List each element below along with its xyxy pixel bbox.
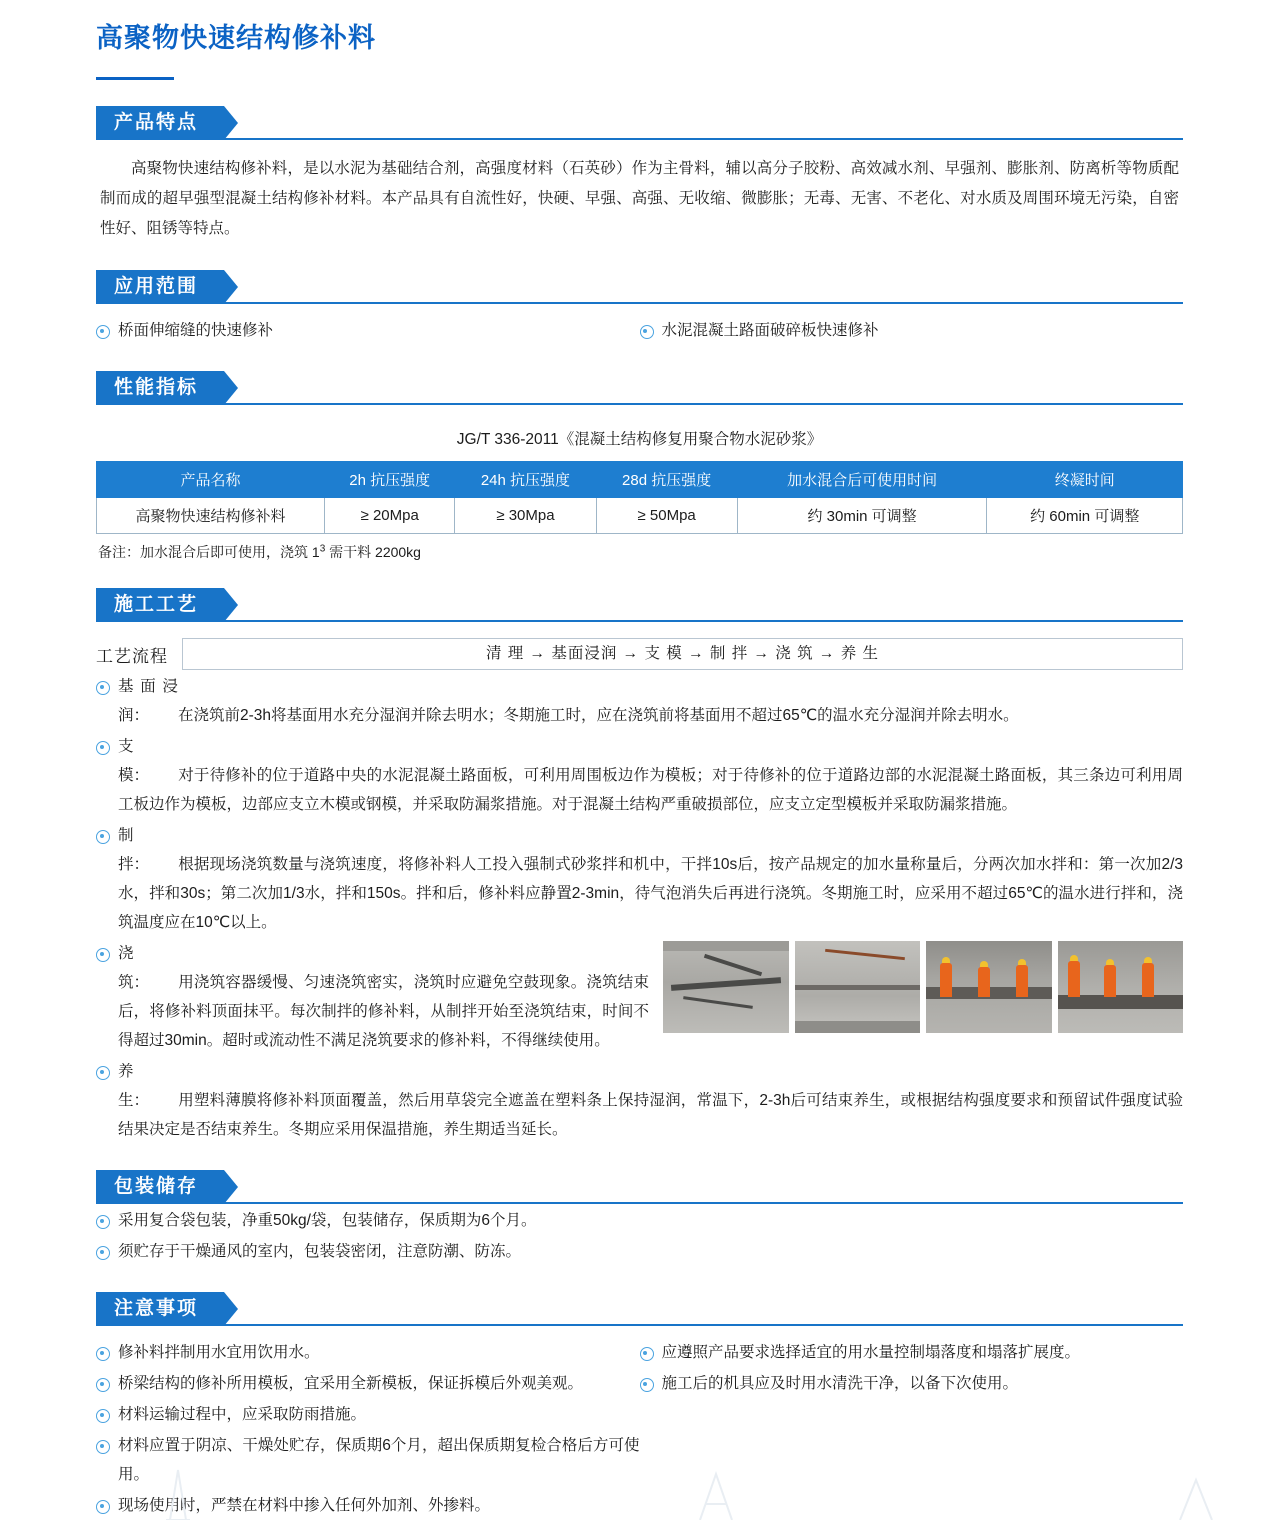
table-cell: ≥ 30Mpa: [455, 498, 596, 534]
cautions-list: [96, 1336, 1183, 1520]
table-note-superscript: 3: [319, 543, 326, 555]
bullet-dot-icon: [96, 741, 110, 755]
process-step-text: [118, 732, 1183, 819]
section-header-application: [96, 270, 1183, 304]
process-step-label: 支 模：: [118, 738, 165, 784]
section-header-performance: [96, 371, 1183, 405]
table-note-suffix: 需干料 2200kg: [325, 544, 421, 560]
section-title-process: 施工工艺: [96, 588, 224, 622]
cautions-left-column: [96, 1336, 640, 1520]
list-item: [640, 316, 1184, 345]
bullet-dot-icon: [96, 1500, 110, 1514]
table-header-cell: 终凝时间: [987, 462, 1183, 498]
section-title-application: 应用范围: [96, 270, 224, 304]
table-note: [98, 542, 1183, 562]
road-crack-photo: [663, 941, 789, 1033]
table-row: [97, 498, 1183, 534]
list-item-label: 材料应置于阴凉、干燥处贮存，保质期6个月，超出保质期复检合格后方可使用。: [118, 1437, 640, 1483]
bullet-dot-icon: [96, 325, 110, 339]
bullet-dot-icon: [96, 1215, 110, 1229]
list-item-label: 现场使用时，严禁在材料中掺入任何外加剂、外掺料。: [118, 1497, 491, 1514]
bullet-dot-icon: [640, 325, 654, 339]
title-underline: [96, 77, 174, 80]
process-step-text: [118, 672, 1183, 730]
process-step-label: 养 生：: [118, 1063, 165, 1109]
process-flow-steps: 清 理 → 基面浸润 → 支 模 → 制 拌 → 浇 筑 → 养 生: [182, 638, 1183, 670]
bullet-dot-icon: [96, 1409, 110, 1423]
process-step-body: 对于待修补的位于道路中央的水泥混凝土路面板，可利用周围板边作为模板；对于待修补的位于道路边部的水泥混凝土路面板，其三条边可利用周工板边作为模板，边部应支立木模或钢模，并采取防漏浆措施。对于混凝土结构严重破损部位，应支立定型模板并采取防漏浆措施。: [118, 767, 1183, 813]
list-item-label: 桥面伸缩缝的快速修补: [118, 322, 274, 339]
list-item-label: 应遵照产品要求选择适宜的用水量控制塌落度和塌落扩展度。: [661, 1344, 1081, 1361]
table-header-cell: 产品名称: [97, 462, 325, 498]
list-item-label: 采用复合袋包装，净重50kg/袋，包装储存，保质期为6个月。: [118, 1212, 537, 1229]
performance-table: [96, 461, 1183, 534]
table-cell: ≥ 50Mpa: [596, 498, 737, 534]
process-step: [96, 672, 1183, 730]
table-cell: ≥ 20Mpa: [325, 498, 455, 534]
section-rule: [96, 1324, 1183, 1326]
table-header-cell: 加水混合后可使用时间: [737, 462, 987, 498]
list-item-label: 水泥混凝土路面破碎板快速修补: [661, 322, 879, 339]
bullet-dot-icon: [96, 1440, 110, 1454]
section-title-cautions: 注意事项: [96, 1292, 224, 1326]
section-rule: [96, 1202, 1183, 1204]
list-item: [640, 1369, 1184, 1398]
bullet-dot-icon: [640, 1378, 654, 1392]
list-item-label: 修补料拌制用水宜用饮用水。: [118, 1344, 320, 1361]
bullet-dot-icon: [96, 1347, 110, 1361]
process-flow-label: 工艺流程: [96, 646, 168, 666]
table-cell: 约 30min 可调整: [737, 498, 987, 534]
application-list: [96, 314, 1183, 345]
section-header-features: [96, 106, 1183, 140]
process-step: [96, 732, 1183, 819]
bullet-dot-icon: [640, 1347, 654, 1361]
list-item: [96, 1400, 640, 1429]
cautions-right-column: [640, 1336, 1184, 1520]
process-step-text: [118, 1057, 1183, 1144]
process-step-body: 根据现场浇筑数量与浇筑速度，将修补料人工投入强制式砂浆拌和机中，干拌10s后，按产品规定的加水量称量后，分两次加水拌和：第一次加2/3水，拌和30s；第二次加1/3水，拌和150s。拌和后，修补料应静置2-3min，待气泡消失后再进行浇筑。冬期施工时，应采用不超过65℃的温水进行拌和，浇筑温度应在10℃以上。: [118, 856, 1183, 931]
features-body: 高聚物快速结构修补料，是以水泥为基础结合剂，高强度材料（石英砂）作为主骨料，辅以高分子胶粉、高效减水剂、早强剂、膨胀剂、防离析等物质配制而成的超早强型混凝土结构修补材料。本产品具有自流性好，快硬、早强、高强、无收缩、微膨胀；无毒、无害、不老化、对水质及周围环境无污染，自密性好、阻锈等特点。: [100, 160, 1179, 237]
section-header-cautions: [96, 1292, 1183, 1326]
section-header-packaging: [96, 1170, 1183, 1204]
process-step-body: 在浇筑前2-3h将基面用水充分湿润并除去明水；冬期施工时，应在浇筑前将基面用不超过65℃的温水充分湿润并除去明水。: [178, 707, 1019, 724]
bullet-dot-icon: [96, 681, 110, 695]
process-step-text: [118, 939, 649, 1055]
section-title-features: 产品特点: [96, 106, 224, 140]
bullet-dot-icon: [96, 1378, 110, 1392]
list-item: [96, 1338, 640, 1367]
list-item-label: 须贮存于干燥通风的室内，包装袋密闭，注意防潮、防冻。: [118, 1243, 522, 1260]
table-header-cell: 24h 抗压强度: [455, 462, 596, 498]
list-item-label: 桥梁结构的修补所用模板，宜采用全新模板，保证拆模后外观美观。: [118, 1375, 584, 1392]
process-step-body: 用塑料薄膜将修补料顶面覆盖，然后用草袋完全遮盖在塑料条上保持湿润，常温下，2-3h后可结束养生，或根据结构强度要求和预留试件强度试验结果决定是否结束养生。冬期应采用保温措施，养生期适当延长。: [118, 1092, 1183, 1138]
workers-paving-photo: [926, 941, 1052, 1033]
list-item: [96, 1206, 1183, 1235]
list-item: [96, 1491, 640, 1520]
section-rule: [96, 138, 1183, 140]
process-flow: [96, 638, 1183, 670]
section-rule: [96, 620, 1183, 622]
section-rule: [96, 403, 1183, 405]
section-title-packaging: 包装储存: [96, 1170, 224, 1204]
process-step: [96, 1057, 1183, 1144]
table-header-cell: 2h 抗压强度: [325, 462, 455, 498]
table-header-row: [97, 462, 1183, 498]
section-rule: [96, 302, 1183, 304]
list-item-label: 施工后的机具应及时用水清洗干净，以备下次使用。: [661, 1375, 1019, 1392]
section-title-performance: 性能指标: [96, 371, 224, 405]
list-item-label: 材料运输过程中，应采取防雨措施。: [118, 1406, 367, 1423]
list-item: [96, 316, 640, 345]
list-item: [640, 1338, 1184, 1367]
list-item: [96, 1369, 640, 1398]
list-item: [96, 1431, 640, 1489]
standard-reference: JG/T 336-2011《混凝土结构修复用聚合物水泥砂浆》: [456, 431, 823, 448]
process-step-body: 用浇筑容器缓慢、匀速浇筑密实，浇筑时应避免空鼓现象。浇筑结束后，将修补料顶面抹平。每次制拌的修补料，从制拌开始至浇筑结束，时间不得超过30min。超时或流动性不满足浇筑要求的修补料，不得继续使用。: [118, 974, 649, 1049]
table-cell: 高聚物快速结构修补料: [97, 498, 325, 534]
process-step-text: [118, 821, 1183, 937]
table-cell: 约 60min 可调整: [987, 498, 1183, 534]
table-note-prefix: 备注：加水混合后即可使用，浇筑 1: [98, 544, 320, 560]
process-step-label: 基面浸润：: [118, 678, 178, 724]
packaging-list: [96, 1206, 1183, 1266]
bullet-dot-icon: [96, 1066, 110, 1080]
process-step-label: 制 拌：: [118, 827, 165, 873]
list-item: [96, 1237, 1183, 1266]
process-step-label: 浇 筑：: [118, 945, 165, 991]
bullet-dot-icon: [96, 830, 110, 844]
page-title: 高聚物快速结构修补料: [96, 23, 376, 53]
process-step: [96, 821, 1183, 937]
table-header-cell: 28d 抗压强度: [596, 462, 737, 498]
process-step: [96, 939, 649, 1055]
bullet-dot-icon: [96, 948, 110, 962]
construction-photo-strip: [663, 941, 1183, 1033]
workers-finishing-photo: [1058, 941, 1184, 1033]
bullet-dot-icon: [96, 1246, 110, 1260]
road-repair-photo: [795, 941, 921, 1033]
section-header-process: [96, 588, 1183, 622]
